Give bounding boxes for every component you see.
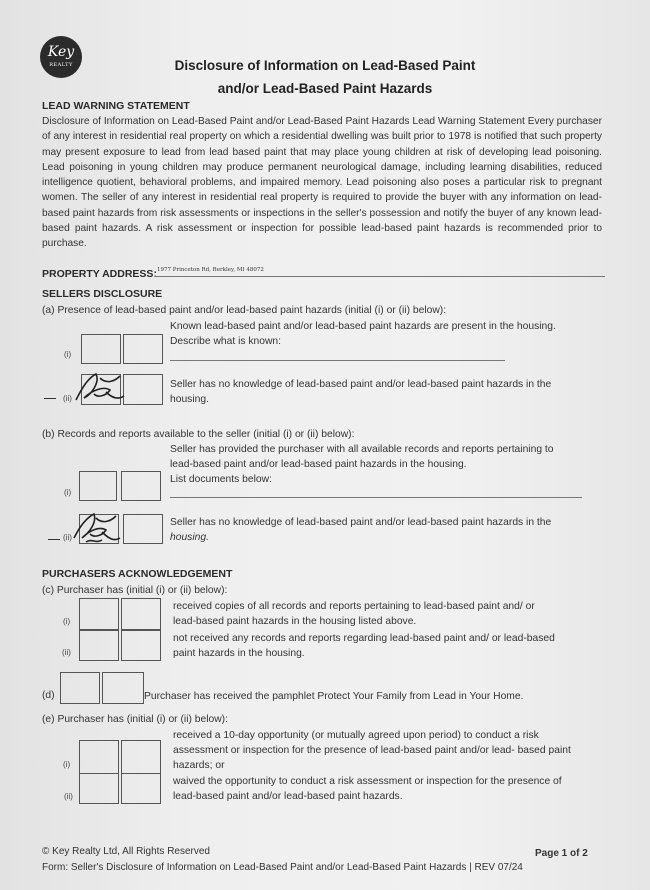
seller-b-ii-initial-box-2[interactable] <box>123 514 163 544</box>
purchasers-e-prompt: (e) Purchaser has (initial (i) or (ii) below): <box>42 714 228 725</box>
purchaser-d-initial-box-1[interactable] <box>60 672 100 704</box>
purchaser-e-i-initial-box-1[interactable] <box>79 740 119 774</box>
marker-a-i: (i) <box>64 350 72 359</box>
purchasers-c-i-text-1: received copies of all records and reports pertaining to lead-based paint and/ or <box>173 601 535 612</box>
lead-warning-text: Disclosure of Information on Lead-Based Paint and/or Lead-Based Paint Hazards Lead Warning Statement Every purchaser of any interest in residential real property on which a residential dwelling was built prior to 1978 is notified that such property may present exposure to lead from lead based paint that may place young children at risk of developing lead poisoning. Lead poisoning in young children may produce permanent neurological damage, including learning disabilities, reduced intelligence quotient, behavioral problems, and impaired memory. Lead poisoning also poses a particular risk to pregnant women. The seller of any interest in residential real property is required to provide the buyer with any information on lead-based paint hazards from risk assessments or inspections in the seller's possession and notify the buyer of any known lead-based paint hazards. A risk assessment or inspection for possible lead-based paint hazards is recommended prior to purchase. <box>42 116 602 250</box>
purchasers-e-ii-text-2: lead-based paint and/or lead-based paint hazards. <box>173 791 403 802</box>
sellers-a-i-text-2: Describe what is known: <box>170 336 282 347</box>
purchaser-c-i-initial-box-2[interactable] <box>121 598 161 630</box>
describe-known-line[interactable] <box>170 360 505 361</box>
property-address-label: PROPERTY ADDRESS: <box>42 268 157 280</box>
footer-form-info: Form: Seller's Disclosure of Information on Lead-Based Paint and/or Lead-Based Paint Hazards | REV 07/24 <box>42 862 523 873</box>
purchaser-c-ii-initial-box-2[interactable] <box>121 630 161 661</box>
sellers-a-i-text-1: Known lead-based paint and/or lead-based paint hazards are present in the housing. <box>170 321 556 332</box>
purchaser-e-ii-initial-box-1[interactable] <box>79 773 119 804</box>
purchasers-d-label: (d) <box>42 690 55 701</box>
key-realty-logo <box>40 36 82 78</box>
purchasers-e-i-text-1: received a 10-day opportunity (or mutually agreed upon period) to conduct a risk <box>173 730 539 741</box>
purchasers-heading: PURCHASERS ACKNOWLEDGEMENT <box>42 568 233 580</box>
marker-e-ii: (ii) <box>64 792 73 801</box>
sellers-a-prompt: (a) Presence of lead-based paint and/or lead-based paint hazards (initial (i) or (ii) below): <box>42 305 447 316</box>
seller-a-ii-initial-box-2[interactable] <box>123 374 163 405</box>
lead-warning-heading: LEAD WARNING STATEMENT <box>42 100 190 112</box>
seller-initial-signature <box>70 368 128 408</box>
seller-a-i-initial-box-2[interactable] <box>123 334 163 364</box>
marker-a-ii: (ii) <box>63 394 72 403</box>
page-number: Page 1 of 2 <box>535 848 588 859</box>
dash-mark <box>48 539 60 540</box>
marker-b-i: (i) <box>64 488 72 497</box>
page-title-line2: and/or Lead-Based Paint Hazards <box>217 81 433 96</box>
purchasers-c-ii-text-2: paint hazards in the housing. <box>173 648 305 659</box>
purchaser-e-ii-initial-box-2[interactable] <box>121 773 161 804</box>
marker-e-i: (i) <box>63 760 71 769</box>
logo-brand: Key <box>47 44 75 60</box>
purchaser-c-i-initial-box-1[interactable] <box>79 598 119 630</box>
purchaser-d-initial-box-2[interactable] <box>102 672 144 704</box>
sellers-disclosure-heading: SELLERS DISCLOSURE <box>42 288 163 300</box>
dash-mark <box>44 398 56 399</box>
logo-sub: REALTY <box>49 62 73 68</box>
seller-a-i-initial-box-1[interactable] <box>81 334 121 364</box>
sellers-a-ii-text-1: Seller has no knowledge of lead-based paint and/or lead-based paint hazards in the <box>170 379 552 390</box>
sellers-b-prompt: (b) Records and reports available to the seller (initial (i) or (ii) below): <box>42 429 355 440</box>
purchasers-d-text: Purchaser has received the pamphlet Protect Your Family from Lead in Your Home. <box>144 691 524 702</box>
seller-b-i-initial-box-2[interactable] <box>121 471 161 501</box>
list-documents-line[interactable] <box>170 497 582 498</box>
marker-c-ii: (ii) <box>62 648 71 657</box>
sellers-a-ii-text-2: housing. <box>170 394 209 405</box>
purchasers-c-prompt: (c) Purchaser has (initial (i) or (ii) below): <box>42 585 228 596</box>
property-address-line <box>155 276 605 277</box>
sellers-b-ii-text-1: Seller has no knowledge of lead-based paint and/or lead-based paint hazards in the <box>170 517 552 528</box>
purchasers-c-ii-text-1: not received any records and reports regarding lead-based paint and/ or lead-based <box>173 633 555 644</box>
property-address-value: 1977 Princeton Rd, Berkley, MI 48072 <box>157 267 264 273</box>
sellers-b-i-text-3: List documents below: <box>170 474 272 485</box>
sellers-b-ii-text-2: housing. <box>170 532 209 543</box>
seller-initial-signature <box>66 508 124 548</box>
purchasers-c-i-text-2: lead-based paint hazards in the housing listed above. <box>173 616 417 627</box>
footer-copyright: © Key Realty Ltd, All Rights Reserved <box>42 846 210 857</box>
page-title-line1: Disclosure of Information on Lead-Based Paint <box>174 58 476 73</box>
purchaser-e-i-initial-box-2[interactable] <box>121 740 161 774</box>
purchaser-c-ii-initial-box-1[interactable] <box>79 630 119 661</box>
sellers-b-i-text-2: lead-based paint and/or lead-based paint hazards in the housing. <box>170 459 467 470</box>
marker-c-i: (i) <box>63 617 71 626</box>
purchasers-e-ii-text-1: waived the opportunity to conduct a risk assessment or inspection for the presence of <box>173 776 562 787</box>
purchasers-e-i-text-2: assessment or inspection for the presence of lead-based paint and/or lead- based paint <box>173 745 571 756</box>
seller-b-i-initial-box-1[interactable] <box>79 471 117 501</box>
sellers-b-i-text-1: Seller has provided the purchaser with all available records and reports pertaining to <box>170 444 554 455</box>
purchasers-e-i-text-3: hazards; or <box>173 760 225 771</box>
marker-b-ii: (ii) <box>63 533 72 542</box>
